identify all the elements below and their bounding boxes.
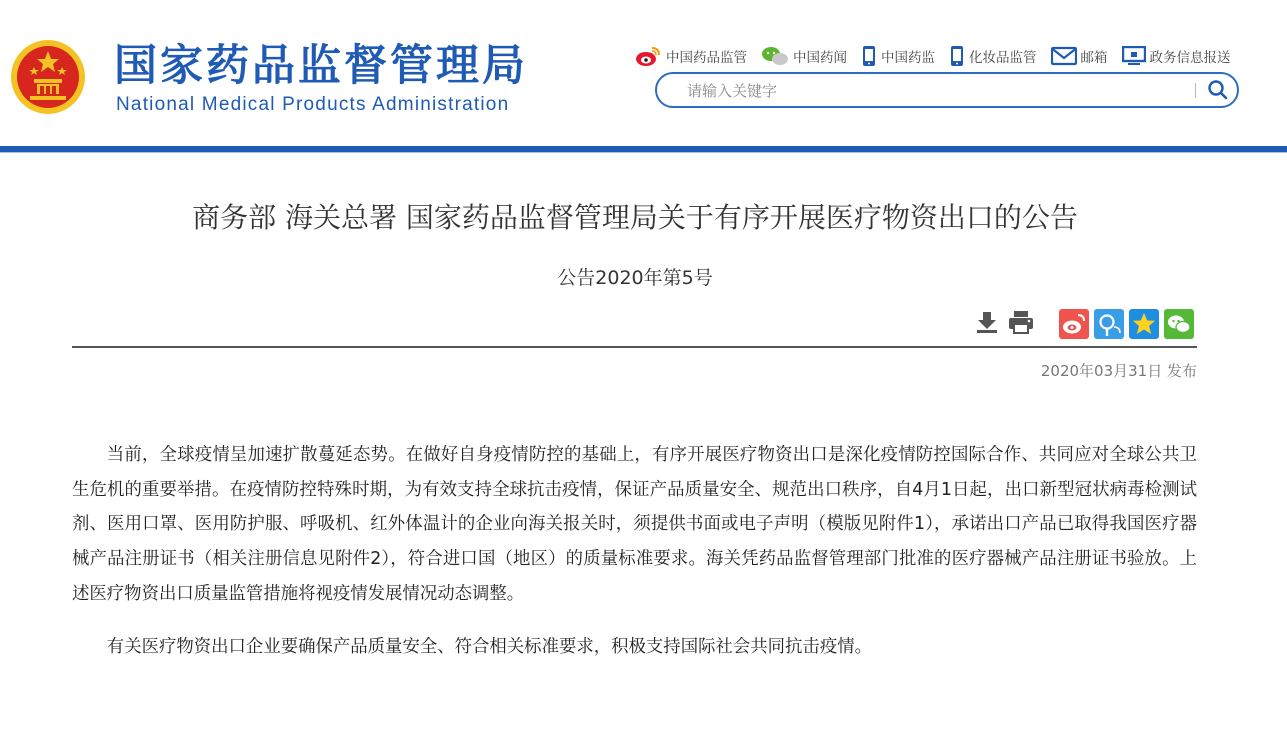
mobile-icon xyxy=(949,45,965,67)
link-app-drug-supervision[interactable] xyxy=(861,45,935,67)
link-app-cosmetics[interactable] xyxy=(949,45,1037,67)
link-mailbox[interactable] xyxy=(1051,46,1108,66)
publish-date: 2020年03月31日 发布 xyxy=(1040,362,1197,380)
search-input[interactable] xyxy=(685,74,1189,108)
print-icon[interactable] xyxy=(1008,310,1034,334)
link-weibo-drug-regulation[interactable] xyxy=(634,45,747,67)
share-wechat-icon[interactable] xyxy=(1164,309,1194,339)
download-icon[interactable] xyxy=(975,310,999,334)
link-label: 邮箱 xyxy=(1080,50,1108,66)
site-title-english[interactable]: National Medical Products Administration xyxy=(116,94,510,115)
search-divider xyxy=(1195,83,1196,98)
mail-icon xyxy=(1051,46,1077,66)
site-header xyxy=(0,0,1287,146)
national-emblem-logo[interactable] xyxy=(10,37,86,117)
link-label: 中国药闻 xyxy=(793,50,847,66)
mobile-icon xyxy=(861,45,877,67)
link-label: 中国药监 xyxy=(881,50,935,66)
title-divider xyxy=(72,346,1197,348)
link-info-submission[interactable] xyxy=(1122,46,1231,66)
link-label: 政务信息报送 xyxy=(1149,50,1231,66)
search-icon[interactable] xyxy=(1207,79,1229,101)
wechat-icon xyxy=(761,45,789,67)
share-qzone-icon[interactable] xyxy=(1094,309,1124,339)
site-title-chinese[interactable]: 国家药品监督管理局 xyxy=(114,41,528,91)
search-box xyxy=(655,72,1239,108)
article-title: 商务部 海关总署 国家药品监督管理局关于有序开展医疗物资出口的公告 xyxy=(192,201,1078,234)
link-label: 化妆品监管 xyxy=(969,50,1037,66)
header-divider-line xyxy=(0,152,1287,153)
paragraph: 有关医疗物资出口企业要确保产品质量安全、符合相关标准要求，积极支持国际社会共同抗击疫情。 xyxy=(106,636,872,657)
paragraph: 当前，全球疫情呈加速扩散蔓延态势。在做好自身疫情防控的基础上，有序开展医疗物资出口是深化疫情防控国际合作、共同应对全球公共卫生危机的重要举措。在疫情防控特殊时期，为有效支持全球抗击疫情，保证产品质量安全、规范出口秩序，自4月1日起，出口新型冠状病毒检测试剂、医用口罩、医用防护服、呼吸机、红外体温计的企业向海关报关时，须提供书面或电子声明（模版见附件1），承诺出口产品已取得我国医疗器械产品注册证书（相关注册信息见附件2），符合进口国（地区）的质量标准要求。海关凭药品监督管理部门批准的医疗器械产品注册证书验放。上述医疗物资出口质量监管措施将视疫情发展情况动态调整。 xyxy=(72,445,1197,604)
weibo-icon xyxy=(634,45,662,67)
article-number: 公告2020年第5号 xyxy=(557,267,713,289)
monitor-icon xyxy=(1122,46,1146,66)
link-label: 中国药品监管 xyxy=(666,50,747,66)
article-toolbar xyxy=(972,306,1196,340)
share-favorite-star-icon[interactable] xyxy=(1129,309,1159,339)
article-body xyxy=(72,438,1197,682)
link-wechat-drug-news[interactable] xyxy=(761,45,847,67)
share-weibo-icon[interactable] xyxy=(1059,309,1089,339)
quick-links-bar xyxy=(634,44,1245,68)
